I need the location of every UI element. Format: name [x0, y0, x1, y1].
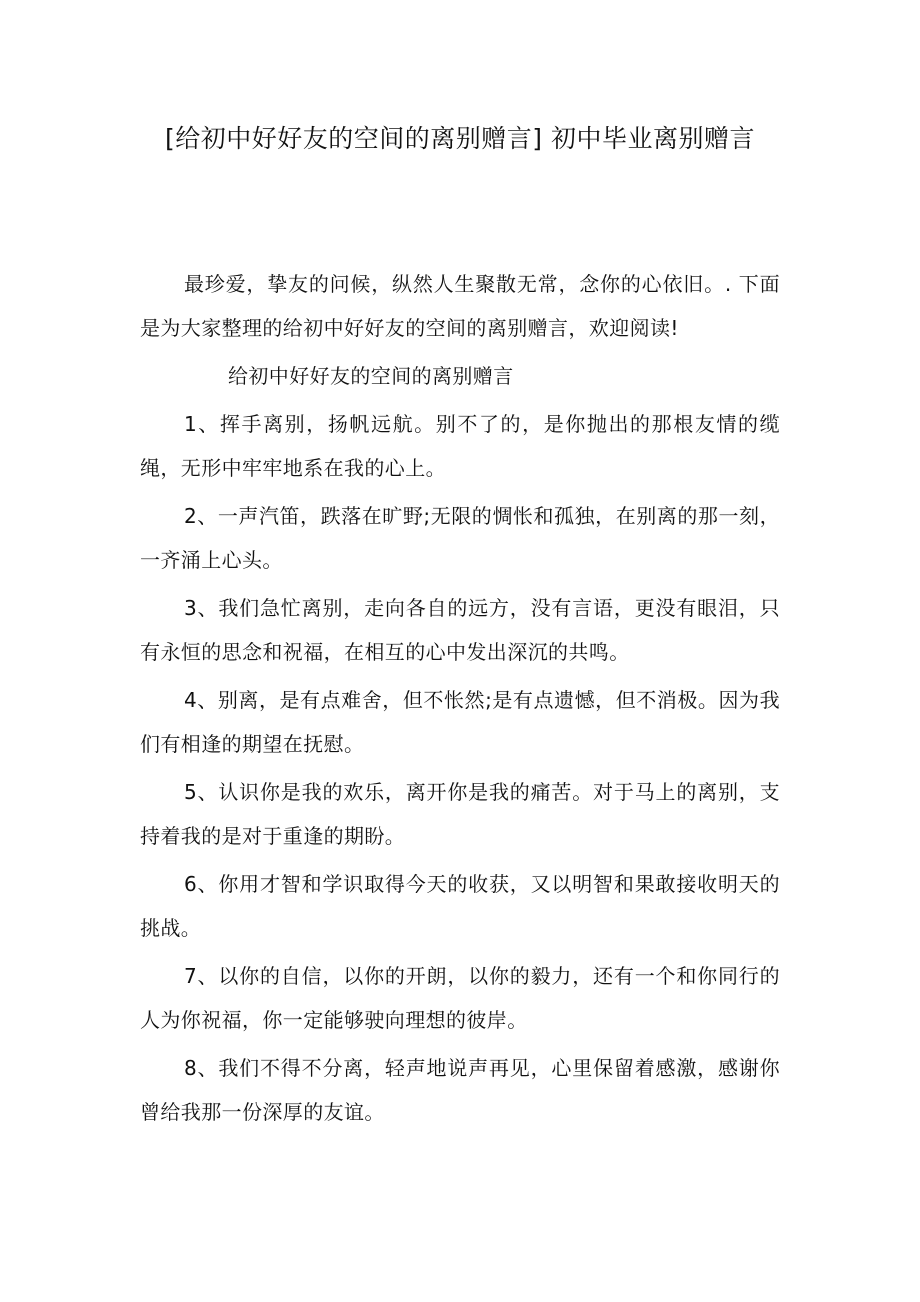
intro-paragraph: 最珍爱，挚友的问候，纵然人生聚散无常，念你的心依旧。. 下面是为大家整理的给初中好好友的空间的离别赠言，欢迎阅读!: [140, 272, 780, 340]
document-body: [140, 262, 780, 1138]
list-item: 3、我们急忙离别，走向各自的远方，没有言语，更没有眼泪，只有永恒的思念和祝福，在相互的心中发出深沉的共鸣。: [140, 596, 780, 664]
list-item: 5、认识你是我的欢乐，离开你是我的痛苦。对于马上的离别，支持着我的是对于重逢的期盼。: [140, 780, 780, 848]
list-item: 6、你用才智和学识取得今天的收获，又以明智和果敢接收明天的挑战。: [140, 872, 780, 940]
list-item: 8、我们不得不分离，轻声地说声再见，心里保留着感激，感谢你曾给我那一份深厚的友谊。: [140, 1056, 780, 1124]
list-item: 4、别离，是有点难舍，但不怅然;是有点遗憾，但不消极。因为我们有相逢的期望在抚慰。: [140, 688, 780, 756]
list-item: 1、挥手离别，扬帆远航。别不了的，是你抛出的那根友情的缆绳，无形中牢牢地系在我的心上。: [140, 412, 780, 480]
document-title: [给初中好好友的空间的离别赠言] 初中毕业离别赠言: [165, 124, 755, 153]
list-item: 7、以你的自信，以你的开朗，以你的毅力，还有一个和你同行的人为你祝福，你一定能够驶向理想的彼岸。: [140, 964, 780, 1032]
list-item: 2、一声汽笛，跌落在旷野;无限的惆怅和孤独，在别离的那一刻，一齐涌上心头。: [140, 504, 780, 572]
section-subheading: 给初中好好友的空间的离别赠言: [228, 364, 514, 388]
